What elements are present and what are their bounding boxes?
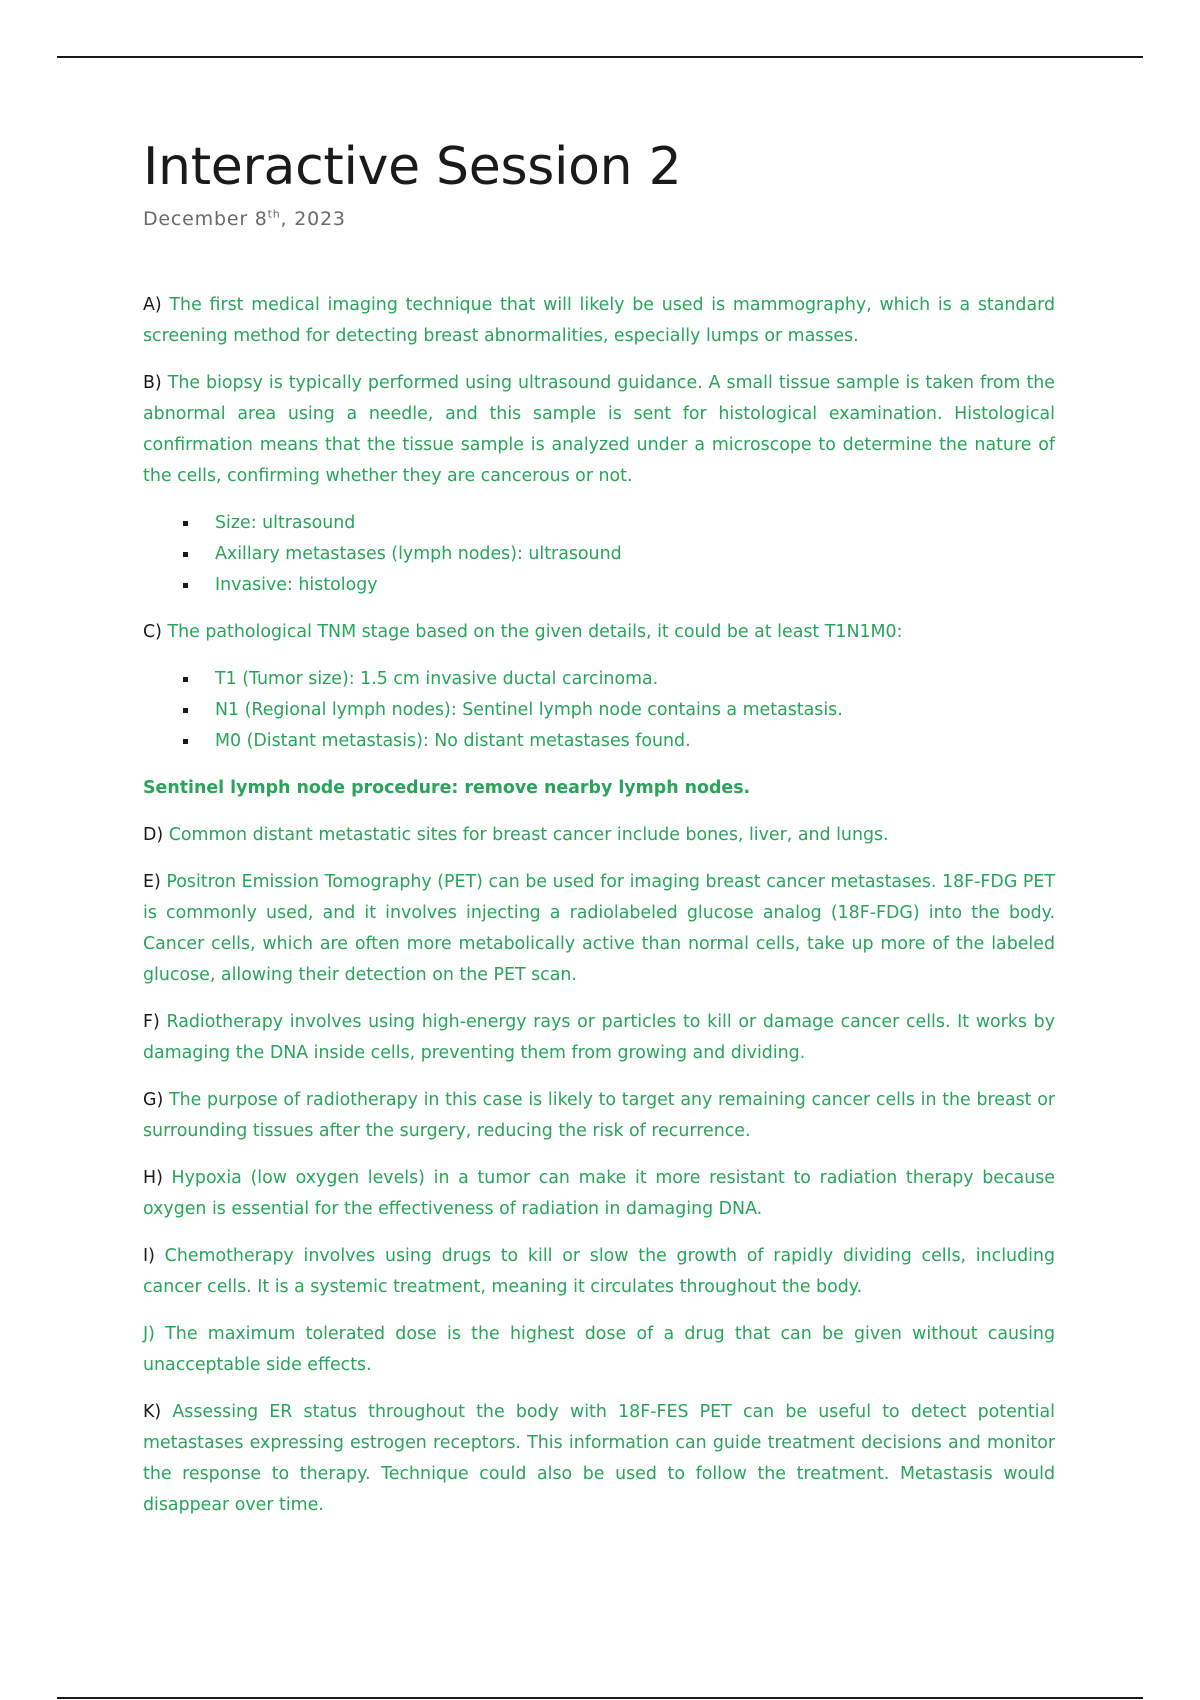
- answer-text: Chemotherapy involves using drugs to kill or slow the growth of rapidly dividing cells, including cancer cells. It is a systemic treatment, meaning it circulates throughout the body.: [143, 1245, 1056, 1297]
- answer-text: The pathological TNM stage based on the given details, it could be at least T1N1M0:: [167, 621, 903, 642]
- answer-label: B): [143, 372, 162, 393]
- document-body: [143, 138, 1055, 1537]
- square-bullet-icon: [183, 739, 188, 744]
- date-prefix: December 8: [143, 207, 268, 230]
- date-suffix: , 2023: [280, 207, 346, 230]
- answer-d: [143, 820, 1055, 851]
- square-bullet-icon: [183, 521, 188, 526]
- answer-a: [143, 290, 1055, 352]
- answer-label: I): [143, 1245, 155, 1266]
- answer-label: G): [143, 1089, 164, 1110]
- list-item: T1 (Tumor size): 1.5 cm invasive ductal carcinoma.: [183, 664, 1055, 695]
- answer-h: [143, 1163, 1055, 1225]
- date-superscript: th: [267, 207, 281, 221]
- answer-f: [143, 1007, 1055, 1069]
- answer-label: E): [143, 871, 161, 892]
- square-bullet-icon: [183, 552, 188, 557]
- answer-text: The biopsy is typically performed using ultrasound guidance. A small tissue sample is taken from the abnormal area using a needle, and this sample is sent for histological examination. Histological confirmation means that the tissue sample is analyzed under a microscope to determine the nature of the cells, confirming whether they are cancerous or not.: [143, 372, 1055, 486]
- answer-e: [143, 867, 1055, 991]
- answer-text: The first medical imaging technique that will likely be used is mammography, which is a standard screening method for detecting breast abnormalities, especially lumps or masses.: [143, 294, 1055, 346]
- answer-text: Common distant metastatic sites for breast cancer include bones, liver, and lungs.: [168, 824, 889, 845]
- document-date: [143, 208, 1055, 230]
- answer-j: J) The maximum tolerated dose is the highest dose of a drug that can be given without causing unacceptable side effects.: [143, 1323, 1055, 1375]
- answer-b: [143, 368, 1055, 492]
- answer-b-bullet-list: [143, 508, 1055, 601]
- answer-text: The purpose of radiotherapy in this case is likely to target any remaining cancer cells in the breast or surrounding tissues after the surgery, reducing the risk of recurrence.: [143, 1089, 1055, 1141]
- list-item: Axillary metastases (lymph nodes): ultrasound: [183, 539, 1055, 570]
- answer-text: Positron Emission Tomography (PET) can be used for imaging breast cancer metastases. 18F-FDG PET is commonly used, and it involves injecting a radiolabeled glucose analog (18F-FDG) into the body. Cancer cells, which are often more metabolically active than normal cells, take up more of the labeled glucose, allowing their detection on the PET scan.: [143, 871, 1055, 985]
- answer-g: [143, 1085, 1055, 1147]
- square-bullet-icon: [183, 677, 188, 682]
- answer-label: A): [143, 294, 162, 315]
- answer-label: D): [143, 824, 164, 845]
- list-item: N1 (Regional lymph nodes): Sentinel lymph node contains a metastasis.: [183, 695, 1055, 726]
- answer-c: [143, 617, 1055, 648]
- page-title: Interactive Session 2: [143, 137, 682, 197]
- square-bullet-icon: [183, 708, 188, 713]
- answer-label: C): [143, 621, 162, 642]
- answer-c-bullet-list: [143, 664, 1055, 757]
- list-item: M0 (Distant metastasis): No distant metastases found.: [183, 726, 1055, 757]
- answer-label: H): [143, 1167, 163, 1188]
- footer-rule: [57, 1697, 1143, 1699]
- answer-label: F): [143, 1011, 160, 1032]
- header-rule: [57, 56, 1143, 58]
- sentinel-note: Sentinel lymph node procedure: remove nearby lymph nodes.: [143, 777, 751, 798]
- list-item: Size: ultrasound: [183, 508, 1055, 539]
- list-item: Invasive: histology: [183, 570, 1055, 601]
- answers: [143, 290, 1055, 1521]
- answer-i: [143, 1241, 1055, 1303]
- answer-text: Hypoxia (low oxygen levels) in a tumor can make it more resistant to radiation therapy because oxygen is essential for the effectiveness of radiation in damaging DNA.: [143, 1167, 1055, 1219]
- answer-text: Radiotherapy involves using high-energy rays or particles to kill or damage cancer cells. It works by damaging the DNA inside cells, preventing them from growing and dividing.: [143, 1011, 1055, 1063]
- square-bullet-icon: [183, 583, 188, 588]
- answer-k: [143, 1397, 1055, 1521]
- answer-text: Assessing ER status throughout the body with 18F-FES PET can be useful to detect potential metastases expressing estrogen receptors. This information can guide treatment decisions and monitor the response to therapy. Technique could also be used to follow the treatment. Metastasis would disappear over time.: [143, 1401, 1055, 1515]
- answer-label: K): [143, 1401, 162, 1422]
